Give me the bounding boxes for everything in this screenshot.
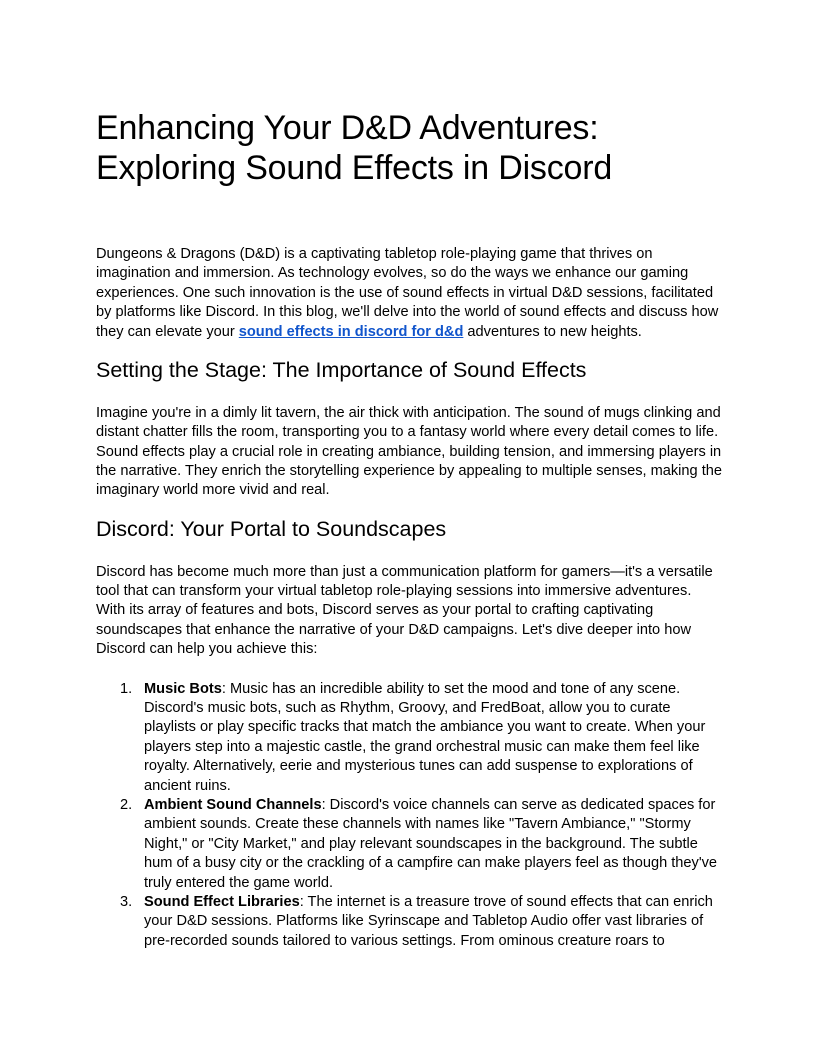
list-item-number: 2. [120,797,133,814]
intro-text-start: Dungeons & Dragons (D&D) is a captivating tabletop role-playing game that thrives on imagination and immersion. As technology evolves, so do the ways we enhance our gaming experiences. One such innovation is the use of sound effects in virtual D&D sessions, facilitated by platforms like Discord. In this blog, we'll delve into the world of sound effects and discuss how they can elevate your [96,245,719,340]
list-item [96,796,722,893]
section-paragraph-discord: Discord has become much more than just a communication platform for gamers—it's a versatile tool that can transform your virtual tabletop role-playing sessions into immersive adventures. With its array of features and bots, Discord serves as your portal to crafting captivating soundscapes that enhance the narrative of your D&D campaigns. Let's dive deeper into how Discord can help you achieve this: [96,563,713,658]
list-item-number: 3. [120,894,133,911]
list-item-text: : Discord's voice channels can serve as dedicated spaces for ambient sounds. Create these channels with names like "Tavern Ambiance," "Stormy Night," or "City Market," and play relevant soundscapes in the background. The subtle hum of a busy city or the crackling of a campfire can make players feel as though they've truly entered the game world. [144,797,718,891]
list-item-number: 1. [120,680,133,697]
section-heading-importance: Setting the Stage: The Importance of Sound Effects [96,357,587,382]
title-line-1: Enhancing Your D&D Adventures: [96,109,599,147]
feature-list [96,680,722,952]
list-item-title: Sound Effect Libraries [144,894,300,911]
page-title [96,108,722,189]
list-item-text: : The internet is a treasure trove of sound effects that can enrich your D&D sessions. Platforms like Syrinscape and Tabletop Audio offer vast libraries of pre-recorded sounds tailored to various settings. From ominous creature roars to [144,894,713,949]
list-item-title: Ambient Sound Channels [144,797,322,814]
list-item [96,893,722,951]
list-item-title: Music Bots [144,680,222,697]
list-item-text: : Music has an incredible ability to set the mood and tone of any scene. Discord's music bots, such as Rhythm, Groovy, and FredBoat, allow you to curate playlists or play specific tracks that match the ambiance you want to create. When your players step into a majestic castle, the grand orchestral music can make them feel like royalty. Alternatively, eerie and mysterious tunes can add suspense to explorations of ancient ruins. [144,680,706,794]
sound-effects-link[interactable]: sound effects in discord for d&d [238,323,464,340]
title-line-2: Exploring Sound Effects in Discord [96,149,613,188]
document-page [96,108,722,951]
intro-paragraph [96,245,722,342]
section-paragraph-importance: Imagine you're in a dimly lit tavern, the air thick with anticipation. The sound of mugs clinking and distant chatter fills the room, transporting you to a fantasy world where every detail comes to life. Sound effects play a crucial role in creating ambiance, building tension, and immersing players in the narrative. They enrich the storytelling experience by appealing to multiple senses, making the imaginary world more vivid and real. [96,404,722,499]
list-item [96,680,722,796]
intro-text-end: adventures to new heights. [463,323,642,340]
section-heading-discord: Discord: Your Portal to Soundscapes [96,516,447,541]
